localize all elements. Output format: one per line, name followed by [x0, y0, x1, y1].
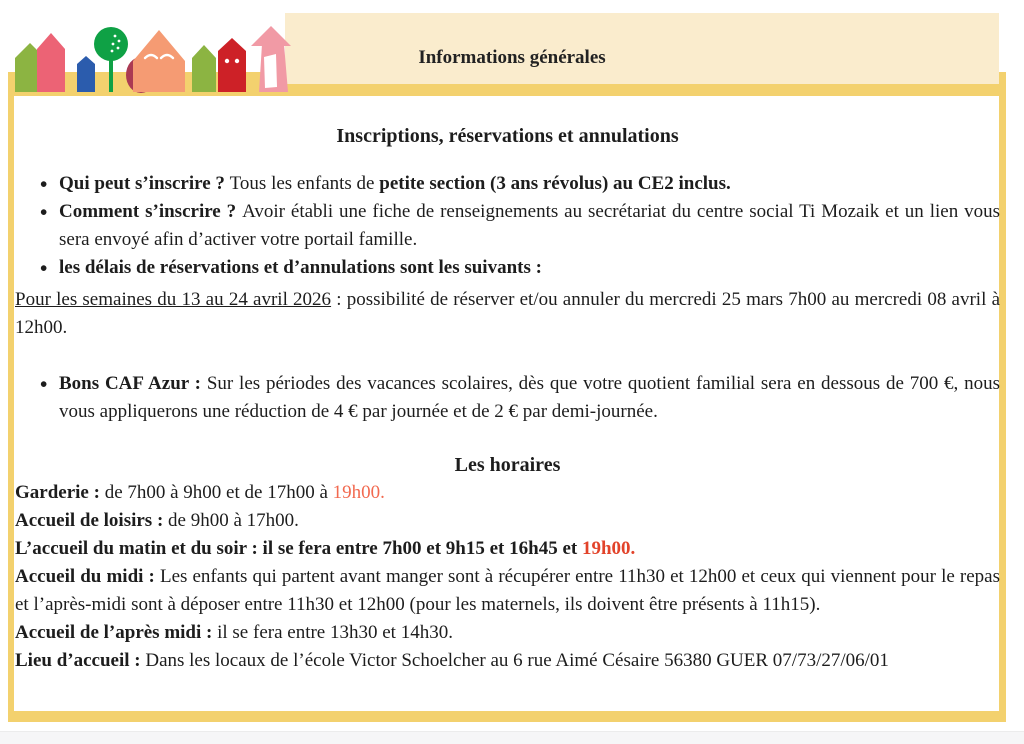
document-frame	[8, 72, 1006, 722]
pink-tower-icon	[251, 26, 291, 92]
section-title-inscriptions: Inscriptions, réservations et annulations	[336, 125, 679, 147]
line-bold-lead: Accueil du midi :	[15, 566, 160, 587]
line-text: Les enfants qui partent avant manger sont à récupérer entre 11h30 et 12h00 et ceux qui viennent pour le repas et l’après-midi sont à déposer entre 11h30 et 12h00 (pour les maternels, ils doivent être présents à 11h15).	[15, 566, 1001, 615]
line-lieu	[15, 647, 1000, 675]
delais-underlined: Pour les semaines du 13 au 24 avril 2026	[15, 289, 332, 310]
line-text: de 9h00 à 17h00.	[168, 510, 299, 531]
rose-house-icon	[37, 33, 65, 92]
bullet-text: Sur les périodes des vacances scolaires, dès que votre quotient familial sera en dessous de 700 €, nous vous appliquerons une réduction de 4 € par journée et de 2 € par demi-journée.	[59, 373, 1000, 422]
caf-list	[15, 370, 1000, 426]
inscriptions-list	[15, 170, 1000, 282]
section-title-horaires: Les horaires	[454, 454, 561, 476]
bullet-bold-lead: Bons CAF Azur :	[59, 373, 207, 394]
line-bold-lead: Accueil de l’après midi :	[15, 622, 218, 643]
delais-paragraph	[15, 286, 1000, 342]
bullet-bold-lead: Qui peut s’inscrire ?	[59, 173, 230, 194]
line-apres-midi	[15, 619, 1000, 647]
sleeping-orange-house-icon	[133, 30, 185, 92]
highlight-time: 19h00.	[581, 538, 636, 559]
delais-text: possibilité de réserver et/ou annuler du mercredi 25 mars 7h00 au mercredi 08 avril à 12h00.	[15, 289, 1000, 338]
bottom-strip	[0, 731, 1024, 744]
line-bold-lead: Accueil de loisirs :	[15, 510, 169, 531]
line-midi	[15, 563, 1000, 619]
list-item-bons-caf	[15, 370, 1000, 426]
page-title: Informations générales	[418, 47, 606, 68]
line-text: de 7h00 à 9h00 et de 17h00 à	[104, 482, 333, 503]
tree-icon	[94, 27, 128, 92]
horaires-block	[15, 479, 1000, 675]
line-text: Dans les locaux de l’école Victor Schoelcher au 6 rue Aimé Césaire 56380 GUER 07/73/27/06/01	[145, 650, 889, 671]
houses-illustration	[8, 16, 300, 96]
bullet-text: Avoir établi une fiche de renseignements au secrétariat du centre social Ti Mozaik et un lien vous sera envoyé afin d’activer votre portail famille.	[59, 201, 1001, 250]
delais-separator: :	[331, 289, 347, 310]
document-content	[14, 96, 1001, 675]
list-item-qui-peut-sinscrire	[15, 170, 1000, 198]
list-item-delais	[15, 254, 1000, 282]
bullet-bold-tail: petite section (3 ans révolus) au CE2 inclus.	[379, 173, 731, 194]
list-item-comment-sinscrire	[15, 198, 1000, 254]
line-bold-lead: Lieu d’accueil :	[15, 650, 146, 671]
line-text: il se fera entre 13h30 et 14h30.	[217, 622, 453, 643]
bullet-bold-lead: les délais de réservations et d’annulations sont les suivants :	[59, 257, 542, 278]
green-house-icon	[192, 45, 216, 92]
line-loisirs	[15, 507, 1000, 535]
line-matin-soir	[15, 535, 1000, 563]
line-bold-lead: Garderie :	[15, 482, 105, 503]
bullet-text: Tous les enfants de	[229, 173, 380, 194]
line-garderie	[15, 479, 1000, 507]
line-bold-lead: L’accueil du matin et du soir : il se fera entre 7h00 et 9h15 et 16h45 et	[15, 538, 582, 559]
red-house-icon	[218, 38, 246, 92]
highlight-time: 19h00.	[332, 482, 385, 503]
blue-house-icon	[77, 56, 95, 92]
bullet-bold-lead: Comment s’inscrire ?	[59, 201, 243, 222]
